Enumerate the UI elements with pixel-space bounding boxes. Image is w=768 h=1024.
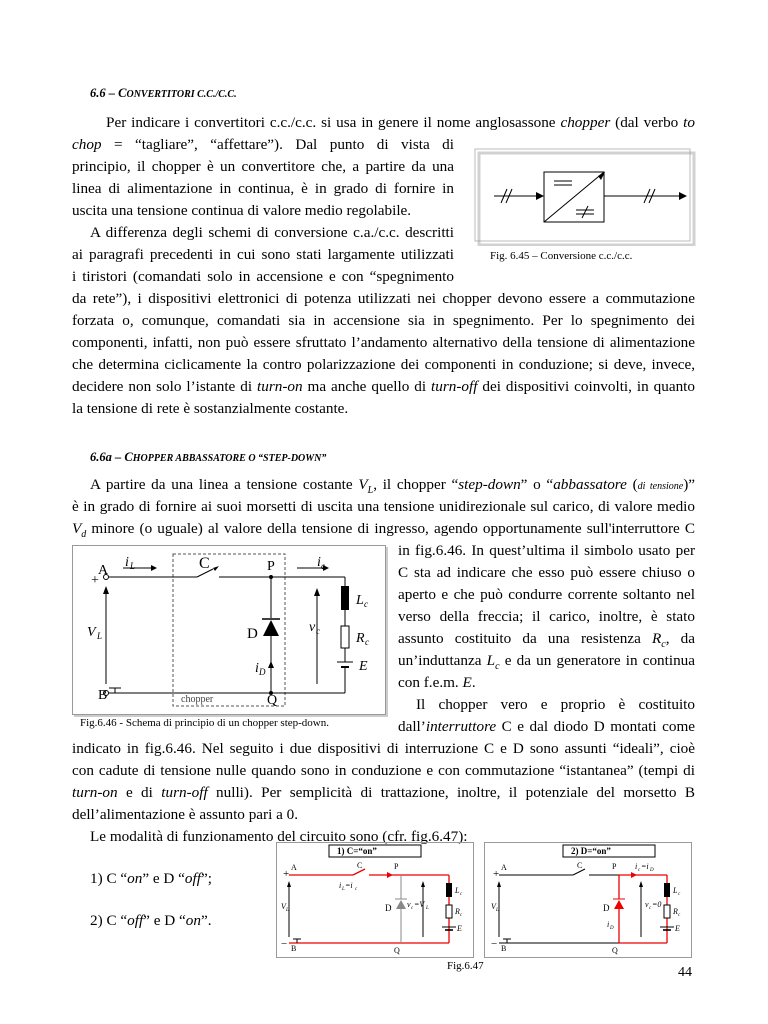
figure-6-45 bbox=[474, 148, 696, 246]
fig46-label-VL: V bbox=[87, 625, 96, 640]
panel1-title: 1) C=“on” bbox=[337, 846, 377, 856]
panel2-C: C bbox=[577, 861, 583, 870]
page-number: 44 bbox=[678, 965, 692, 980]
fig46-label-iD: i bbox=[255, 661, 259, 676]
panel2-eqc-sub: D bbox=[650, 868, 654, 873]
panel2-A: A bbox=[501, 863, 507, 872]
fig-6-45-caption: Fig. 6.45 – Conversione c.c./c.c. bbox=[490, 250, 633, 262]
fig46-label-plus: + bbox=[91, 573, 99, 588]
mode-1: 1) C “on” e D “off”; bbox=[90, 870, 212, 887]
panel1-C: C bbox=[357, 861, 363, 870]
panel2-eqc: =i bbox=[641, 862, 649, 871]
fig46-label-chopper: chopper bbox=[181, 694, 214, 705]
para2-line3: i tiristori (comandati solo in accensione e con “spegnimento bbox=[72, 268, 454, 285]
right-col-line7: con f.e.m. E. bbox=[398, 674, 476, 691]
panel2-Q: Q bbox=[612, 946, 618, 955]
panel1-VL: V bbox=[281, 902, 286, 911]
para1-line1: Per indicare i convertitori c.c./c.c. si usa in genere il nome anglosassone chopper (dal verbo to bbox=[106, 114, 695, 131]
figure-6-47-panel-2 bbox=[484, 842, 692, 958]
fig46-label-E: E bbox=[359, 659, 368, 674]
panel1-eq2b: c bbox=[411, 906, 414, 911]
para3-line3: $V_d$ minore (o uguale) al valore della tensione di ingresso, agendo opportunamente sull'interruttore C bbox=[72, 520, 695, 541]
figure-6-47-panel-1 bbox=[276, 842, 474, 958]
section-heading-6-6a: 6.6a – CHOPPER ABBASSATORE O “STEP-DOWN” bbox=[90, 450, 327, 464]
panel2-ic: i bbox=[635, 862, 638, 871]
panel1-eq2: v bbox=[407, 900, 411, 909]
panel1-eq2d: L bbox=[426, 906, 429, 911]
para2-line5: forzata o, comunque, comandati sia in accensione sia in spegnimento. Per lo spegnimento dei bbox=[72, 312, 695, 329]
panel2-Lc-sub: c bbox=[678, 892, 681, 897]
fig-6-47-caption: Fig.6.47 bbox=[447, 960, 484, 972]
right-col-line2: C sta ad indicare che esso può essere chiuso o bbox=[398, 564, 695, 581]
para2-line1: A differenza degli schemi di conversione c.a./c.c. descritti bbox=[90, 224, 454, 241]
fig46-label-vc: v bbox=[309, 620, 316, 635]
fig46-label-Q: Q bbox=[267, 693, 278, 708]
right-col-line4: verso della freccia; il carico, inoltre, è stato bbox=[398, 608, 695, 625]
figure-6-46 bbox=[72, 545, 386, 715]
para2-line9: la tensione di rete è sostanzialmente costante. bbox=[72, 400, 349, 417]
para1-line2: chop = “tagliare”, “affettare”). Dal punto di vista di bbox=[72, 136, 454, 153]
panel2-D: D bbox=[603, 903, 610, 913]
fig-6-46-caption: Fig.6.46 - Schema di principio di un chopper step-down. bbox=[80, 717, 329, 729]
panel2-VL-sub: L bbox=[496, 908, 499, 913]
para1-line3: principio, il chopper è un convertitore che, a partire da una bbox=[72, 158, 454, 175]
fig46-label-D: D bbox=[247, 626, 258, 642]
fig46-label-iL-sub: L bbox=[130, 561, 136, 571]
panel2-Rc: R bbox=[673, 907, 678, 916]
para3-line1: A partire da una linea a tensione costante $V_L$, il chopper “step-down” o “abbassatore (di tensione)” bbox=[90, 476, 696, 497]
para3-line2: è in grado di fornire ai suoi morsetti di uscita una tensione unidirezionale sul carico, di valore medio bbox=[72, 498, 695, 515]
panel2-E: E bbox=[675, 924, 680, 933]
panel1-eq1d: c bbox=[355, 887, 358, 892]
para4-line5: Le modalità di funzionamento del circuito sono (cfr. fig.6.47): bbox=[90, 828, 468, 845]
para4-line3: turn-on e di turn-off nulli). Per semplicità di trattazione, inoltre, il potenziale del morsetto B bbox=[72, 784, 695, 801]
panel1-B: B bbox=[291, 944, 297, 953]
right-col-line5: assunto costituito da una resistenza $R_c$, da bbox=[398, 630, 695, 651]
fig46-label-A: A bbox=[98, 563, 109, 578]
fig46-label-Rc-sub: c bbox=[365, 637, 369, 647]
panel2-Lc: L bbox=[673, 886, 678, 895]
panel2-title: 2) D=“on” bbox=[571, 846, 611, 856]
para2-line8: decidere non solo l’istante di turn-on ma anche quello di turn-off dei dispositivi coinvolti, in quanto bbox=[72, 378, 695, 395]
right-col-line8: Il chopper vero e proprio è costituito bbox=[416, 696, 695, 713]
fig46-label-ic-sub: c bbox=[321, 561, 325, 571]
fig46-label-Lc-sub: c bbox=[364, 599, 368, 609]
para4-line2: con cadute di tensione nulle quando sono in conduzione e con commutazione “istantanea” (tempi di bbox=[72, 762, 695, 779]
fig46-label-B: B bbox=[98, 688, 108, 703]
panel2-plus: + bbox=[493, 868, 500, 880]
right-col-line1: in fig.6.46. In quest’ultima il simbolo usato per bbox=[398, 542, 695, 559]
panel2-vceq: =0 bbox=[652, 900, 662, 909]
panel1-VL-sub: L bbox=[286, 908, 289, 913]
fig46-label-C: C bbox=[199, 555, 210, 572]
right-col-line6: un’induttanza $L_c$ e da un generatore in continua bbox=[398, 652, 695, 673]
panel1-eq1c: =i bbox=[345, 881, 353, 890]
circuit-d-on bbox=[485, 843, 691, 957]
panel2-minus: − bbox=[491, 938, 498, 950]
fig46-label-Rc: R bbox=[356, 631, 365, 646]
fig46-label-Lc: L bbox=[356, 593, 364, 608]
panel2-ic-sub: c bbox=[638, 868, 641, 873]
panel1-P: P bbox=[394, 862, 399, 871]
para2-line6: componenti, infatti, non può essere sfruttato l’andamento alternativo della tensione di alimentazione bbox=[72, 334, 695, 351]
para2-line7: che determina ciclicamente la contro polarizzazione dei componenti in conduzione; si deve, invece, bbox=[72, 356, 695, 373]
para2-line2: ai paragrafi precedenti in cui sono stati largamente utilizzati bbox=[72, 246, 454, 263]
section-heading-6-6: 6.6 – CONVERTITORI C.C./C.C. bbox=[90, 86, 237, 100]
panel1-plus: + bbox=[283, 868, 290, 880]
fig46-label-iL: i bbox=[125, 555, 129, 570]
right-col-line3: aperto e che può condurre corrente soltanto nel bbox=[398, 586, 695, 603]
panel2-VL: V bbox=[491, 902, 496, 911]
panel1-Q: Q bbox=[394, 946, 400, 955]
dc-dc-converter-diagram bbox=[474, 148, 696, 246]
panel1-Lc: L bbox=[455, 886, 460, 895]
step-down-chopper-circuit bbox=[73, 546, 385, 714]
mode-2: 2) C “off” e D “on”. bbox=[90, 912, 212, 929]
panel2-P: P bbox=[612, 862, 617, 871]
panel2-vc-sub: c bbox=[649, 906, 652, 911]
panel1-A: A bbox=[291, 863, 297, 872]
para1-line5: uscita una tensione continua di valore medio regolabile. bbox=[72, 202, 412, 219]
panel2-B: B bbox=[501, 944, 507, 953]
fig46-label-vc-sub: c bbox=[316, 626, 320, 636]
para4-line1: indicato in fig.6.46. Nel seguito i due dispositivi di interruzione C e D sono assunti “ideali”, cioè bbox=[72, 740, 695, 757]
panel1-Lc-sub: c bbox=[460, 892, 463, 897]
panel1-minus: − bbox=[281, 938, 288, 950]
panel2-vc: v bbox=[645, 900, 649, 909]
panel1-eq1: i bbox=[339, 881, 342, 890]
panel1-D: D bbox=[385, 903, 392, 913]
panel2-Rc-sub: c bbox=[678, 913, 681, 918]
fig46-label-iD-sub: D bbox=[259, 667, 266, 677]
panel1-Rc-sub: c bbox=[460, 913, 463, 918]
fig46-label-P: P bbox=[267, 559, 275, 574]
panel1-Rc: R bbox=[455, 907, 460, 916]
panel1-E: E bbox=[457, 924, 462, 933]
para4-line4: dell’alimentazione è assunto pari a 0. bbox=[72, 806, 299, 823]
panel2-iD-sub: D bbox=[610, 926, 614, 931]
fig46-label-VL-sub: L bbox=[97, 631, 103, 641]
fig46-label-ic: i bbox=[317, 555, 321, 570]
para1-line4: linea di alimentazione in continua, è in grado di fornire in bbox=[72, 180, 454, 197]
panel2-iD: i bbox=[607, 920, 610, 929]
para2-line4: da rete”), i dispositivi elettronici di potenza utilizzati nei chopper devono essere a commutazione bbox=[72, 290, 695, 307]
panel1-eq1b: L bbox=[342, 887, 345, 892]
panel1-eq2c: =V bbox=[414, 900, 425, 909]
circuit-c-on bbox=[277, 843, 473, 957]
right-col-line9: dall’interruttore C e dal diodo D montati come bbox=[398, 718, 695, 735]
